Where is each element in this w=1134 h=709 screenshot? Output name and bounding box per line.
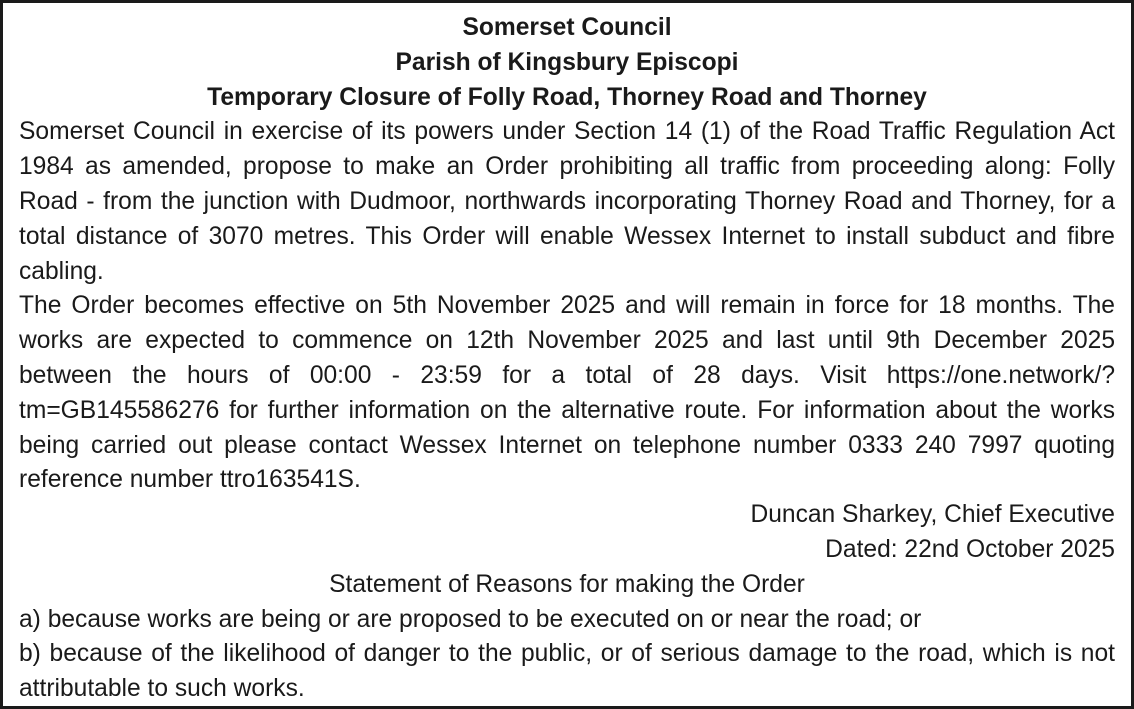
reason-a: a) because works are being or are proposed to be executed on or near the road; or [19,605,922,633]
reasons-heading: Statement of Reasons for making the Order [329,570,805,598]
effective-paragraph: The Order becomes effective on 5th November 2025 and will remain in force for 18 months. The works are expected to commence on 12th November 2025 and last until 9th December 2025 between the hours of 00:00 - 23:59 for a total of 28 days. Visit https://one.network/?tm=GB145586276 for further information on the alternative route. For information about the works being carried out please contact Wessex Internet on telephone number 0333 240 7997 quoting reference number ttro163541S. [19,292,1115,494]
reason-b: b) because of the likelihood of danger to the public, or of serious damage to the road, which is not attributable to such works. [19,640,1115,703]
dated-line: Dated: 22nd October 2025 [825,535,1115,563]
signatory: Duncan Sharkey, Chief Executive [750,501,1115,529]
parish-name: Parish of Kingsbury Episcopi [395,48,739,76]
council-name: Somerset Council [462,14,672,41]
order-paragraph: Somerset Council in exercise of its powers under Section 14 (1) of the Road Traffic Regulation Act 1984 as amended, propose to make an Order prohibiting all traffic from proceeding along: Folly Road - from the junction with Dudmoor, northwards incorporating Thorney Road and Thorney, for a total distance of 3070 metres. This Order will enable Wessex Internet to install subduct and fibre cabling. [19,118,1115,285]
notice-title: Temporary Closure of Folly Road, Thorney Road and Thorney [207,83,927,111]
